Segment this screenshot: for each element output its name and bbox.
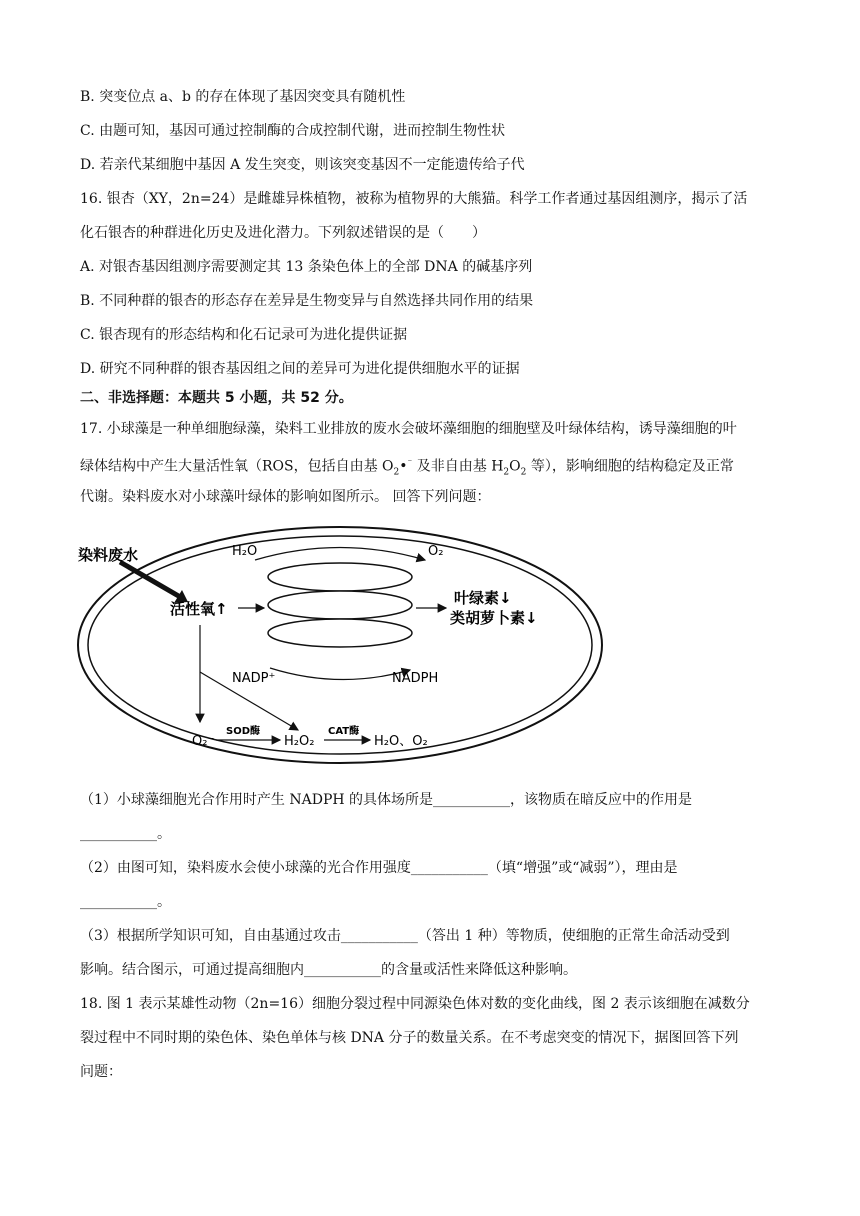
carotenoid-label: 类胡萝卜素↓ [450,609,538,627]
thylakoid-1 [268,563,412,591]
q16-option-a: A. 对银杏基因组测序需要测定其 13 条染色体上的全部 DNA 的碱基序列 [80,259,533,275]
q17-sub2-line1: （2）由图可知，染料废水会使小球藻的光合作用强度___________（填“增强”或“减弱”），理由是 [80,860,678,876]
dye-wastewater-label: 染料废水 [78,546,139,564]
q18-stem-line2: 裂过程中不同时期的染色体、染色单体与核 DNA 分子的数量关系。在不考虑突变的情况下，据图回答下列 [80,1030,739,1046]
h2o2-label: H₂O₂ [284,734,315,749]
ros-label: 活性氧↑ [170,600,228,618]
q16-option-c: C. 银杏现有的形态结构和化石记录可为进化提供证据 [80,327,408,343]
q17-sub1-line1: （1）小球藻细胞光合作用时产生 NADPH 的具体场所是___________，该物质在暗反应中的作用是 [80,792,693,808]
o2-label: O₂ [428,544,444,559]
products-label: H₂O、O₂ [374,734,428,749]
water-split-arrow [255,548,425,561]
q17-stem-line2: 绿体结构中产生大量活性氧（ROS，包括自由基 $O_2•^{^-}$ 及非自由基 $H_2O_2$ 等），影响细胞的结构稳定及正常 [80,458,734,478]
q17-sub2-line2: ___________。 [80,894,171,910]
q17-stem-line3: 代谢。染料废水对小球藻叶绿体的影响如图所示。 回答下列问题： [80,489,491,505]
q18-stem-line1: 18. 图 1 表示某雄性动物（2n=16）细胞分裂过程中同源染色体对数的变化曲线，图 2 表示该细胞在减数分 [80,996,750,1012]
section2-title: 二、非选择题：本题共 5 小题，共 52 分。 [80,390,353,406]
q16-stem-line1: 16. 银杏（XY，2n=24）是雌雄异株植物，被称为植物界的大熊猫。科学工作者通过基因组测序，揭示了活 [80,191,748,207]
h2o-label: H₂O [232,544,258,559]
q16-stem-line2: 化石银杏的种群进化历史及进化潜力。下列叙述错误的是（ ） [80,225,486,241]
q17-sub1-line2: ___________。 [80,826,171,842]
q18-stem-line3: 问题： [80,1064,122,1080]
thylakoid-2 [268,591,412,619]
q17-sub3-line1: （3）根据所学知识可知，自由基通过攻击___________（答出 1 种）等物质，使细胞的正常生命活动受到 [80,928,730,944]
q17-stem-line1: 17. 小球藻是一种单细胞绿藻，染料工业排放的废水会破坏藻细胞的细胞壁及叶绿体结构，诱导藻细胞的叶 [80,421,737,437]
dye-attack-arrow [120,562,182,598]
thylakoid-3 [268,619,412,647]
nadp-label: NADP⁺ [232,671,276,686]
q17-sub3-line2: 影响。结合图示，可通过提高细胞内___________的含量或活性来降低这种影响。 [80,962,577,978]
q15-option-d: D. 若亲代某细胞中基因 A 发生突变，则该突变基因不一定能遗传给子代 [80,157,525,173]
q16-option-b: B. 不同种群的银杏的形态存在差异是生物变异与自然选择共同作用的结果 [80,293,534,309]
q16-option-d: D. 研究不同种群的银杏基因组之间的差异可为进化提供细胞水平的证据 [80,361,520,377]
nadph-formation-arrow [270,668,410,680]
chlorophyll-label: 叶绿素↓ [454,589,512,607]
superoxide-label: O₂⁻ [192,734,215,749]
q15-option-b: B. 突变位点 a、b 的存在体现了基因突变具有随机性 [80,89,406,105]
q15-option-c: C. 由题可知，基因可通过控制酶的合成控制代谢，进而控制生物性状 [80,123,506,139]
nadph-label: NADPH [392,671,439,686]
chloroplast-diagram [70,520,610,770]
cat-label: CAT酶 [328,726,360,737]
sod-label: SOD酶 [226,726,261,737]
